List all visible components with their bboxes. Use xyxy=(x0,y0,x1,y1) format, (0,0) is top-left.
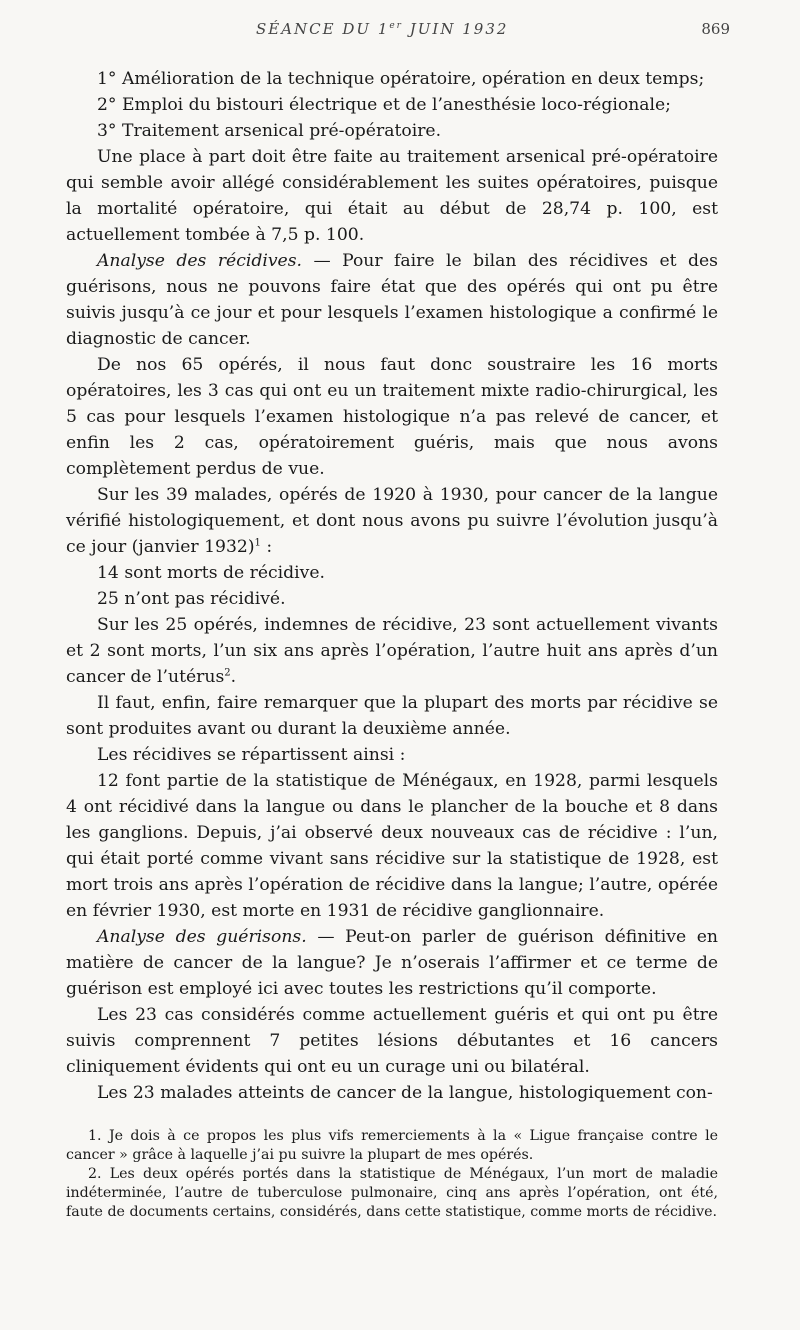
footnote-ref-1: 1 xyxy=(254,537,261,549)
paragraph-repartition: Les récidives se répartissent ainsi : xyxy=(97,745,406,765)
line-25-non-recidive: 25 n’ont pas récidivé. xyxy=(97,589,286,609)
paragraph-enfin: Il faut, enfin, faire remarquer que la plupart des morts par récidive se sont produites avant ou durant la deuxième année. xyxy=(66,693,718,739)
paragraph-39-malades: Sur les 39 malades, opérés de 1920 à 1930, pour cancer de la langue vérifié histologiquement, et dont nous avons pu suivre l’évolution jusqu’à ce jour (janvier 1932)$^1$ : xyxy=(66,485,718,557)
footnotes xyxy=(66,1127,718,1222)
footnote-1: 1. Je dois à ce propos les plus vifs remerciements à la « Ligue française contre le cancer » grâce à laquelle j’ai pu suivre la plupart de mes opérés. xyxy=(66,1128,718,1163)
line-14-morts: 14 sont morts de récidive. xyxy=(97,563,325,583)
paragraph-12-menegaux: 12 font partie de la statistique de Ménégaux, en 1928, parmi lesquels 4 ont récidivé dans la langue ou dans le plancher de la bouche et 8 dans les ganglions. Depuis, j’ai observé deux nouveaux cas de récidive : l’un, qui était porté comme vivant sans récidive sur la statistique de 1928, est mort trois ans après l’opération de récidive dans la langue; l’autre, opérée en février 1930, est morte en 1931 de récidive ganglionnaire. xyxy=(66,771,718,921)
footnote-ref-2: 2 xyxy=(224,667,231,679)
paragraph-65-operes: De nos 65 opérés, il nous faut donc soustraire les 16 morts opératoires, les 3 cas qui ont eu un traitement mixte radio-chirurgical, les 5 cas pour lesquels l’examen histologique n’a pas relevé de cancer, et enfin les 2 cas, opératoirement guéris, mais que nous avons complètement perdus de vue. xyxy=(66,355,718,479)
paragraph-recidives: Analyse des récidives. — Pour faire le bilan des récidives et des guérisons, nous ne pouvons faire état que des opérés qui ont pu être suivis jusqu’à ce jour et pour lesquels l’examen histologique a confirmé le diagnostic de cancer. xyxy=(66,251,718,349)
list-item-2: 2° Emploi du bistouri électrique et de l’anesthésie loco-régionale; xyxy=(97,95,671,115)
page-number: 869 xyxy=(701,20,730,38)
paragraph-25-operes: Sur les 25 opérés, indemnes de récidive, 23 sont actuellement vivants et 2 sont morts, l’un six ans après l’opération, l’autre huit ans après d’un cancer de l’utérus$^2$. xyxy=(66,615,718,687)
list-item-1: 1° Amélioration de la technique opératoire, opération en deux temps; xyxy=(97,69,705,89)
paragraph-arsenical: Une place à part doit être faite au traitement arsenical pré-opératoire qui semble avoir allégé considérablement les suites opératoires, puisque la mortalité opératoire, qui était au début de 28,74 p. 100, est actuellement tombée à 7,5 p. 100. xyxy=(66,147,718,245)
paragraph-23-cas: Les 23 cas considérés comme actuellement guéris et qui ont pu être suivis comprennent 7 petites lésions débutantes et 16 cancers cliniquement évidents qui ont eu un curage uni ou bilatéral. xyxy=(66,1005,718,1077)
document-page xyxy=(66,0,730,1330)
footnote-2: 2. Les deux opérés portés dans la statistique de Ménégaux, l’un mort de maladie indéterminée, l’autre de tuberculose pulmonaire, cinq ans après l’opération, ont été, faute de documents certains, considérés, dans cette statistique, comme morts de récidive. xyxy=(66,1166,718,1220)
running-head xyxy=(66,20,730,44)
list-item-3: 3° Traitement arsenical pré-opératoire. xyxy=(97,121,442,141)
body-text xyxy=(66,66,718,1106)
section-heading-guerisons: Analyse des guérisons. xyxy=(97,927,307,947)
paragraph-23-malades: Les 23 malades atteints de cancer de la langue, histologiquement con- xyxy=(97,1083,713,1103)
running-head-title: SÉANCE DU 1er JUIN 1932 xyxy=(256,20,509,38)
paragraph-guerisons: Analyse des guérisons. — Peut-on parler de guérison définitive en matière de cancer de la langue? Je n’oserais l’affirmer et ce terme de guérison est employé ici avec toutes les restrictions qu’il comporte. xyxy=(66,927,718,999)
section-heading-recidives: Analyse des récidives. xyxy=(97,251,302,271)
